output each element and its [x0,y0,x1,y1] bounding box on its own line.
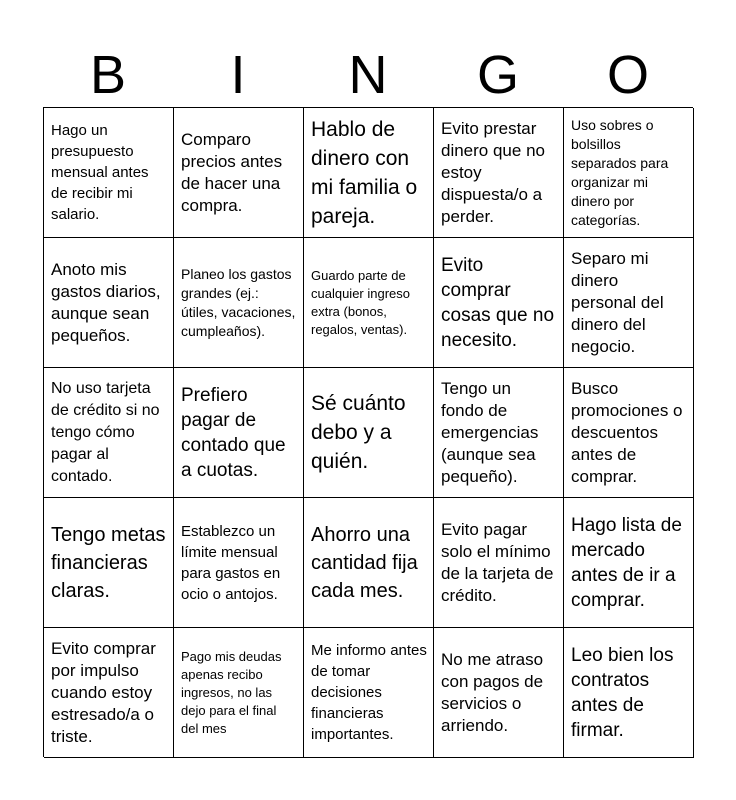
bingo-cell-r4-c3[interactable] [304,498,434,628]
cell-text: Tengo un fondo de emergencias (aunque sea pequeño). [441,378,539,486]
bingo-cell-r3-c4[interactable] [434,368,564,498]
cell-text: Uso sobres o bolsillos separados para organizar mi dinero por categorías. [571,116,669,228]
bingo-cell-r2-c2[interactable] [174,238,304,368]
bingo-cell-r5-c3[interactable] [304,628,434,758]
cell-text: Comparo precios antes de hacer una compra. [181,129,283,215]
bingo-cell-r5-c1[interactable] [44,628,174,758]
bingo-cell-r2-c3[interactable] [304,238,434,368]
bingo-cell-r3-c5[interactable] [564,368,694,498]
cell-text: Hablo de dinero con mi familia o pareja. [311,117,418,228]
cell-text: Sé cuánto debo y a quién. [311,392,406,473]
cell-text: Anoto mis gastos diarios, aunque sean pequeños. [51,259,161,345]
cell-text: Leo bien los contratos antes de firmar. [571,644,674,741]
bingo-cell-r5-c5[interactable] [564,628,694,758]
cell-text: Ahorro una cantidad fija cada mes. [311,523,418,602]
bingo-cell-r5-c4[interactable] [434,628,564,758]
cell-text: Pago mis deudas apenas recibo ingresos, no las dejo para el final del mes [181,648,282,736]
cell-text: No me atraso con pagos de servicios o arriendo. [441,649,544,735]
bingo-cell-r1-c1[interactable] [44,108,174,238]
cell-text: Evito comprar por impulso cuando estoy estresado/a o triste. [51,638,156,746]
bingo-cell-r4-c4[interactable] [434,498,564,628]
bingo-header [43,44,693,106]
cell-text: Guardo parte de cualquier ingreso extra (bonos, regalos, ventas). [311,267,411,337]
bingo-cell-r2-c1[interactable] [44,238,174,368]
cell-text: Prefiero pagar de contado que a cuotas. [181,384,286,481]
bingo-cell-r3-c2[interactable] [174,368,304,498]
header-letter-o: O [606,45,649,105]
cell-text: No uso tarjeta de crédito si no tengo cómo pagar al contado. [51,379,160,485]
bingo-cell-r4-c5[interactable] [564,498,694,628]
bingo-cell-r1-c3[interactable] [304,108,434,238]
bingo-cell-r5-c2[interactable] [174,628,304,758]
cell-text: Separo mi dinero personal del dinero del negocio. [571,248,664,356]
cell-text: Establezco un límite mensual para gastos en ocio o antojos. [181,522,281,603]
bingo-cell-r1-c5[interactable] [564,108,694,238]
bingo-cell-r2-c5[interactable] [564,238,694,368]
bingo-cell-r4-c1[interactable] [44,498,174,628]
cell-text: Evito pagar solo el mínimo de la tarjeta de crédito. [441,519,554,605]
header-letter-g: G [476,45,519,105]
bingo-cell-r1-c4[interactable] [434,108,564,238]
header-letter-i: I [230,45,246,105]
bingo-cell-r2-c4[interactable] [434,238,564,368]
bingo-cell-r3-c1[interactable] [44,368,174,498]
cell-text: Hago un presupuesto mensual antes de recibir mi salario. [51,122,149,223]
bingo-card [43,107,693,757]
bingo-cell-r3-c3[interactable] [304,368,434,498]
bingo-cell-r1-c2[interactable] [174,108,304,238]
cell-text: Busco promociones o descuentos antes de comprar. [571,378,683,486]
cell-text: Hago lista de mercado antes de ir a comprar. [571,514,682,611]
header-letter-b: B [89,45,127,105]
cell-text: Evito prestar dinero que no estoy dispuesta/o a perder. [441,118,545,226]
cell-text: Me informo antes de tomar decisiones financieras importantes. [311,642,427,743]
bingo-cell-r4-c2[interactable] [174,498,304,628]
cell-text: Evito comprar cosas que no necesito. [441,254,555,351]
cell-text: Planeo los gastos grandes (ej.: útiles, vacaciones, cumpleaños). [181,265,296,339]
cell-text: Tengo metas financieras claras. [51,523,166,602]
header-letter-n: N [348,45,388,105]
